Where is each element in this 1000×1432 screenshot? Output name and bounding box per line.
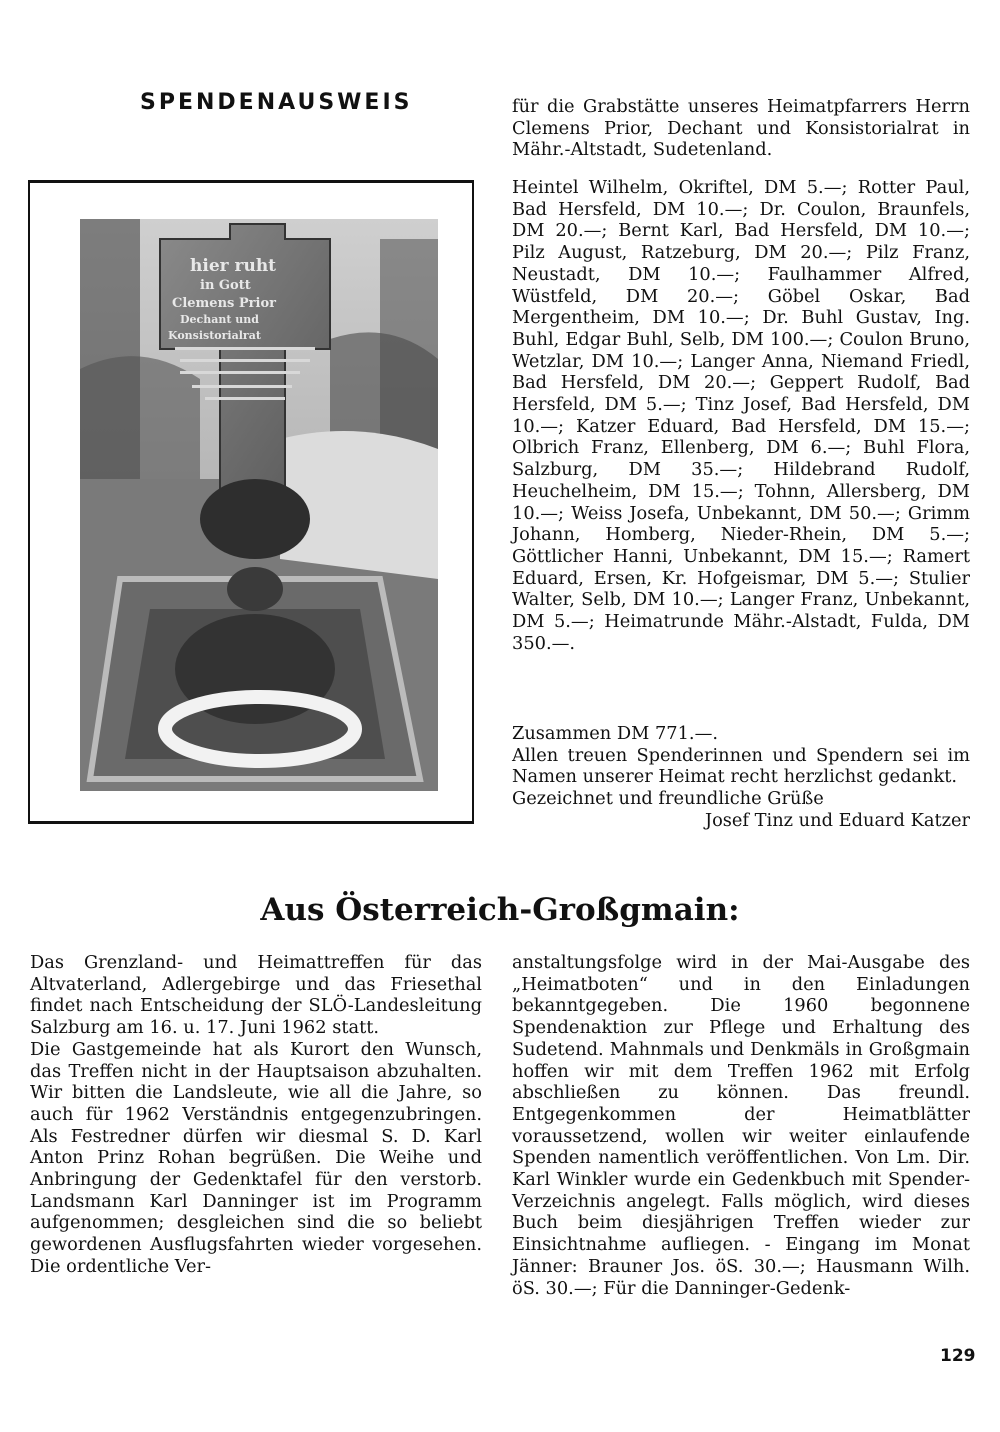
inscription-line-3: Clemens Prior — [172, 296, 276, 311]
donation-intro: für die Grabstätte unseres Heimatpfarrers Herrn Clemens Prior, Dechant und Konsistorialrat in Mähr.-Altstadt, Sudetenland. — [512, 96, 970, 161]
inscription-line-5: Konsistorialrat — [168, 329, 261, 342]
inscription-line-2: in Gott — [200, 278, 251, 293]
article-paragraph-2: Die Gastgemeinde hat als Kurort den Wunsch, das Treffen nicht in der Hauptsaison abzuhalten. Wir bitten die Landsleute, wie all die Jahre, so auch für 1962 Verständnis entgegenzubringen. Als Festredner dürfen wir diesmal S. D. Karl Anton Prinz Rohan begrüßen. Die Weihe und Anbringung der Gedenktafel für den verstorb. Landsmann Karl Danninger ist im Programm aufgenommen; desgleichen sind die so beliebt gewordenen Ausflugsfahrten wieder vorgesehen. Die ordentliche Ver- — [30, 1038, 482, 1277]
article-paragraph-1: Das Grenzland- und Heimattreffen für das Altvaterland, Adlergebirge und das Friesethal findet nach Entscheidung der SLÖ-Landesleitung Salzburg am 16. u. 17. Juni 1962 statt. — [30, 952, 482, 1039]
grave-photo-frame — [28, 180, 474, 824]
donation-signature: Josef Tinz und Eduard Katzer — [704, 809, 970, 831]
article-right-column — [512, 952, 970, 1299]
donation-greeting: Gezeichnet und freundliche Grüße — [512, 788, 824, 810]
section-heading: SPENDENAUSWEIS — [140, 90, 413, 115]
article-left-column — [30, 952, 482, 1278]
grave-photo — [80, 219, 438, 791]
article-paragraph-3: anstaltungsfolge wird in der Mai-Ausgabe des „Heimatboten“ und in den Einladungen bekanntgegeben. Die 1960 begonnene Spendenaktion zur Pflege und Erhaltung des Sudetend. Mahnmals und Denkmäls in Großgmain hoffen wir mit dem Treffen 1962 mit Erfolg abschließen zu können. Das freundl. Entgegenkommen der Heimatblätter voraussetzend, wollen wir weiter einlaufende Spenden namentlich veröffentlichen. Von Lm. Dir. Karl Winkler wurde ein Gedenkbuch mit Spender-Verzeichnis angelegt. Falls möglich, wird dieses Buch beim diesjährigen Treffen wieder zur Einsichtnahme aufliegen. - Eingang im Monat Jänner: Brauner Jos. öS. 30.—; Hausmann Wilh. öS. 30.—; Für die Danninger-Gedenk- — [512, 952, 970, 1299]
donation-total: Zusammen DM 771.—. — [512, 723, 719, 744]
donation-thanks: Allen treuen Spenderinnen und Spendern sei im Namen unserer Heimat recht herzlichst gedankt. — [512, 744, 970, 788]
donation-closing — [512, 723, 970, 832]
donor-list: Heintel Wilhelm, Okriftel, DM 5.—; Rotter Paul, Bad Hersfeld, DM 10.—; Dr. Coulon, Braunfels, DM 20.—; Bernt Karl, Bad Hersfeld, DM 10.—; Pilz August, Ratzeburg, DM 20.—; Pilz Franz, Neustadt, DM 10.—; Faulhammer Alfred, Wüstfeld, DM 20.—; Göbel Oskar, Bad Mergentheim, DM 10.—; Dr. Buhl Gustav, Ing. Buhl, Edgar Buhl, Selb, DM 100.—; Coulon Bruno, Wetzlar, DM 10.—; Langer Anna, Niemand Friedl, Bad Hersfeld, DM 20.—; Geppert Rudolf, Bad Hersfeld, DM 5.—; Tinz Josef, Bad Hersfeld, DM 10.—; Katzer Eduard, Bad Hersfeld, DM 15.—; Olbrich Franz, Ellenberg, DM 6.—; Buhl Flora, Salzburg, DM 35.—; Hildebrand Rudolf, Heuchelheim, DM 15.—; Tohnn, Allersberg, DM 10.—; Weiss Josefa, Unbekannt, DM 50.—; Grimm Johann, Homberg, Nieder-Rhein, DM 5.—; Göttlicher Hanni, Unbekannt, DM 15.—; Ramert Eduard, Ersen, Kr. Hofgeismar, DM 5.—; Stulier Walter, Selb, DM 10.—; Langer Franz, Unbekannt, DM 5.—; Heimatrunde Mähr.-Alstadt, Fulda, DM 350.—. — [512, 177, 970, 654]
inscription-line-1: hier ruht — [190, 256, 277, 276]
article-title: Aus Österreich-Großgmain: — [260, 892, 740, 928]
page-number: 129 — [940, 1346, 976, 1366]
inscription-line-4: Dechant und — [180, 313, 259, 326]
